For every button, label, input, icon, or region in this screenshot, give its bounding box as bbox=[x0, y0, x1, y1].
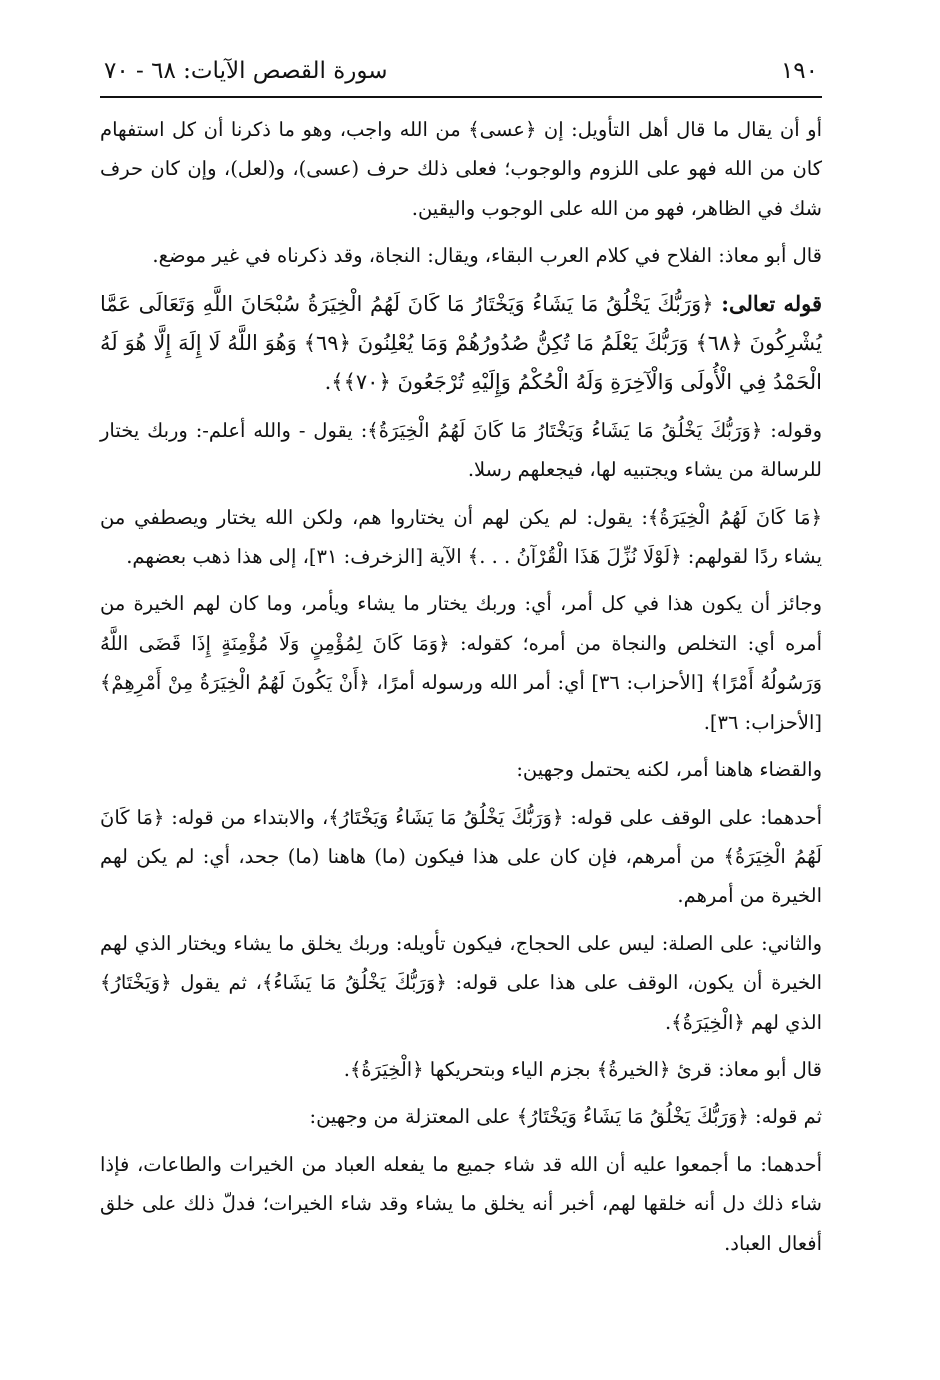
paragraph: والثاني: على الصلة: ليس على الحجاج، فيكون تأويله: وربك يخلق ما يشاء ويختار الذي لهم الخيرة أن يكون، الوقف على هذا على قوله: ﴿وَرَبُّكَ يَخْلُقُ مَا يَشَاءُ﴾، ثم يقول ﴿وَيَخْتَارُ﴾ الذي لهم ﴿الْخِيَرَةُ﴾. bbox=[100, 931, 822, 1034]
page-body bbox=[100, 110, 822, 1271]
paragraph: ثم قوله: ﴿وَرَبُّكَ يَخْلُقُ مَا يَشَاءُ وَيَخْتَارُ﴾ على المعتزلة من وجهين: bbox=[309, 1105, 822, 1129]
page-header bbox=[100, 52, 822, 92]
paragraph: أحدهما: ما أجمعوا عليه أن الله قد شاء جميع ما يفعله العباد من الخيرات والطاعات، فإذا شاء ذلك دل أنه خلقها لهم، أخبر أنه يخلق ما يشاء وقد شاء الخيرات؛ فدلّ ذلك على خلق أفعال العباد. bbox=[100, 1152, 822, 1255]
paragraph: وجائز أن يكون هذا في كل أمر، أي: وربك يختار ما يشاء ويأمر، وما كان لهم الخيرة من أمره أي: التخلص والنجاة من أمره؛ كقوله: ﴿وَمَا كَانَ لِمُؤْمِنٍ وَلَا مُؤْمِنَةٍ إِذَا قَضَى اللَّهُ وَرَسُولُهُ أَمْرًا﴾ [الأحزاب: ٣٦] أي: أمر الله ورسوله أمرًا، ﴿أَنْ يَكُونَ لَهُمُ الْخِيَرَةُ مِنْ أَمْرِهِمْ﴾ [الأحزاب: ٣٦]. bbox=[100, 592, 822, 734]
paragraph: أو أن يقال ما قال أهل التأويل: إن ﴿عسى﴾ من الله واجب، وهو ما ذكرنا أن كل استفهام كان من الله فهو على اللزوم والوجوب؛ فعلى ذلك حرف (عسى)، و(لعل)، وإن كان حرف شك في الظاهر، فهو من الله على الوجوب واليقين. bbox=[100, 118, 822, 220]
paragraph: والقضاء هاهنا أمر، لكنه يحتمل وجهين: bbox=[516, 758, 822, 782]
verse-text: ﴿وَرَبُّكَ يَخْلُقُ مَا يَشَاءُ وَيَخْتَارُ مَا كَانَ لَهُمُ الْخِيَرَةُ سُبْحَانَ اللَّهِ وَتَعَالَى عَمَّا يُشْرِكُونَ ﴿٦٨﴾ وَرَبُّكَ يَعْلَمُ مَا تُكِنُّ صُدُورُهُمْ وَمَا يُعْلِنُونَ ﴿٦٩﴾ وَهُوَ اللَّهُ لَا إِلَهَ إِلَّا هُوَ لَهُ الْحَمْدُ فِي الْأُولَى وَالْآخِرَةِ وَلَهُ الْحُكْمُ وَإِلَيْهِ تُرْجَعُونَ ﴿٧٠﴾﴾. bbox=[100, 291, 822, 395]
verse-paragraph bbox=[100, 284, 822, 403]
paragraph: قال أبو معاذ: الفلاح في كلام العرب البقاء، ويقال: النجاة، وقد ذكرناه في غير موضع. bbox=[152, 244, 822, 268]
running-title: سورة القصص الآيات: ٦٨ - ٧٠ bbox=[104, 58, 388, 84]
paragraph: وقوله: ﴿وَرَبُّكَ يَخْلُقُ مَا يَشَاءُ وَيَخْتَارُ مَا كَانَ لَهُمُ الْخِيَرَةُ﴾: يقول - والله أعلم-: وربك يختار للرسالة من يشاء ويجتبيه لها، فيجعلهم رسلا. bbox=[100, 418, 822, 482]
paragraph: أحدهما: على الوقف على قوله: ﴿وَرَبُّكَ يَخْلُقُ مَا يَشَاءُ وَيَخْتَارُ﴾، والابتداء من قوله: ﴿مَا كَانَ لَهُمُ الْخِيَرَةُ﴾ من أمرهم، فإن كان على هذا فيكون (ما) هاهنا (ما) جحد، أي: لم يكن لهم الخيرة من أمرهم. bbox=[100, 805, 822, 908]
paragraph: ﴿مَا كَانَ لَهُمُ الْخِيَرَةُ﴾: يقول: لم يكن لهم أن يختاروا هم، ولكن الله يختار ويصطفي من يشاء ردًا لقولهم: ﴿لَوْلَا نُزِّلَ هَذَا الْقُرْآنُ . . .﴾ الآية [الزخرف: ٣١]، إلى هذا ذهب بعضهم. bbox=[100, 505, 822, 569]
verse-lead: قوله تعالى: bbox=[721, 290, 822, 316]
header-divider bbox=[100, 96, 822, 98]
page-number: ١٩٠ bbox=[780, 58, 818, 84]
paragraph: قال أبو معاذ: قرئ ﴿الخيرةُ﴾ بجزم الياء وبتحريكها ﴿الْخِيَرَةُ﴾. bbox=[343, 1057, 822, 1081]
